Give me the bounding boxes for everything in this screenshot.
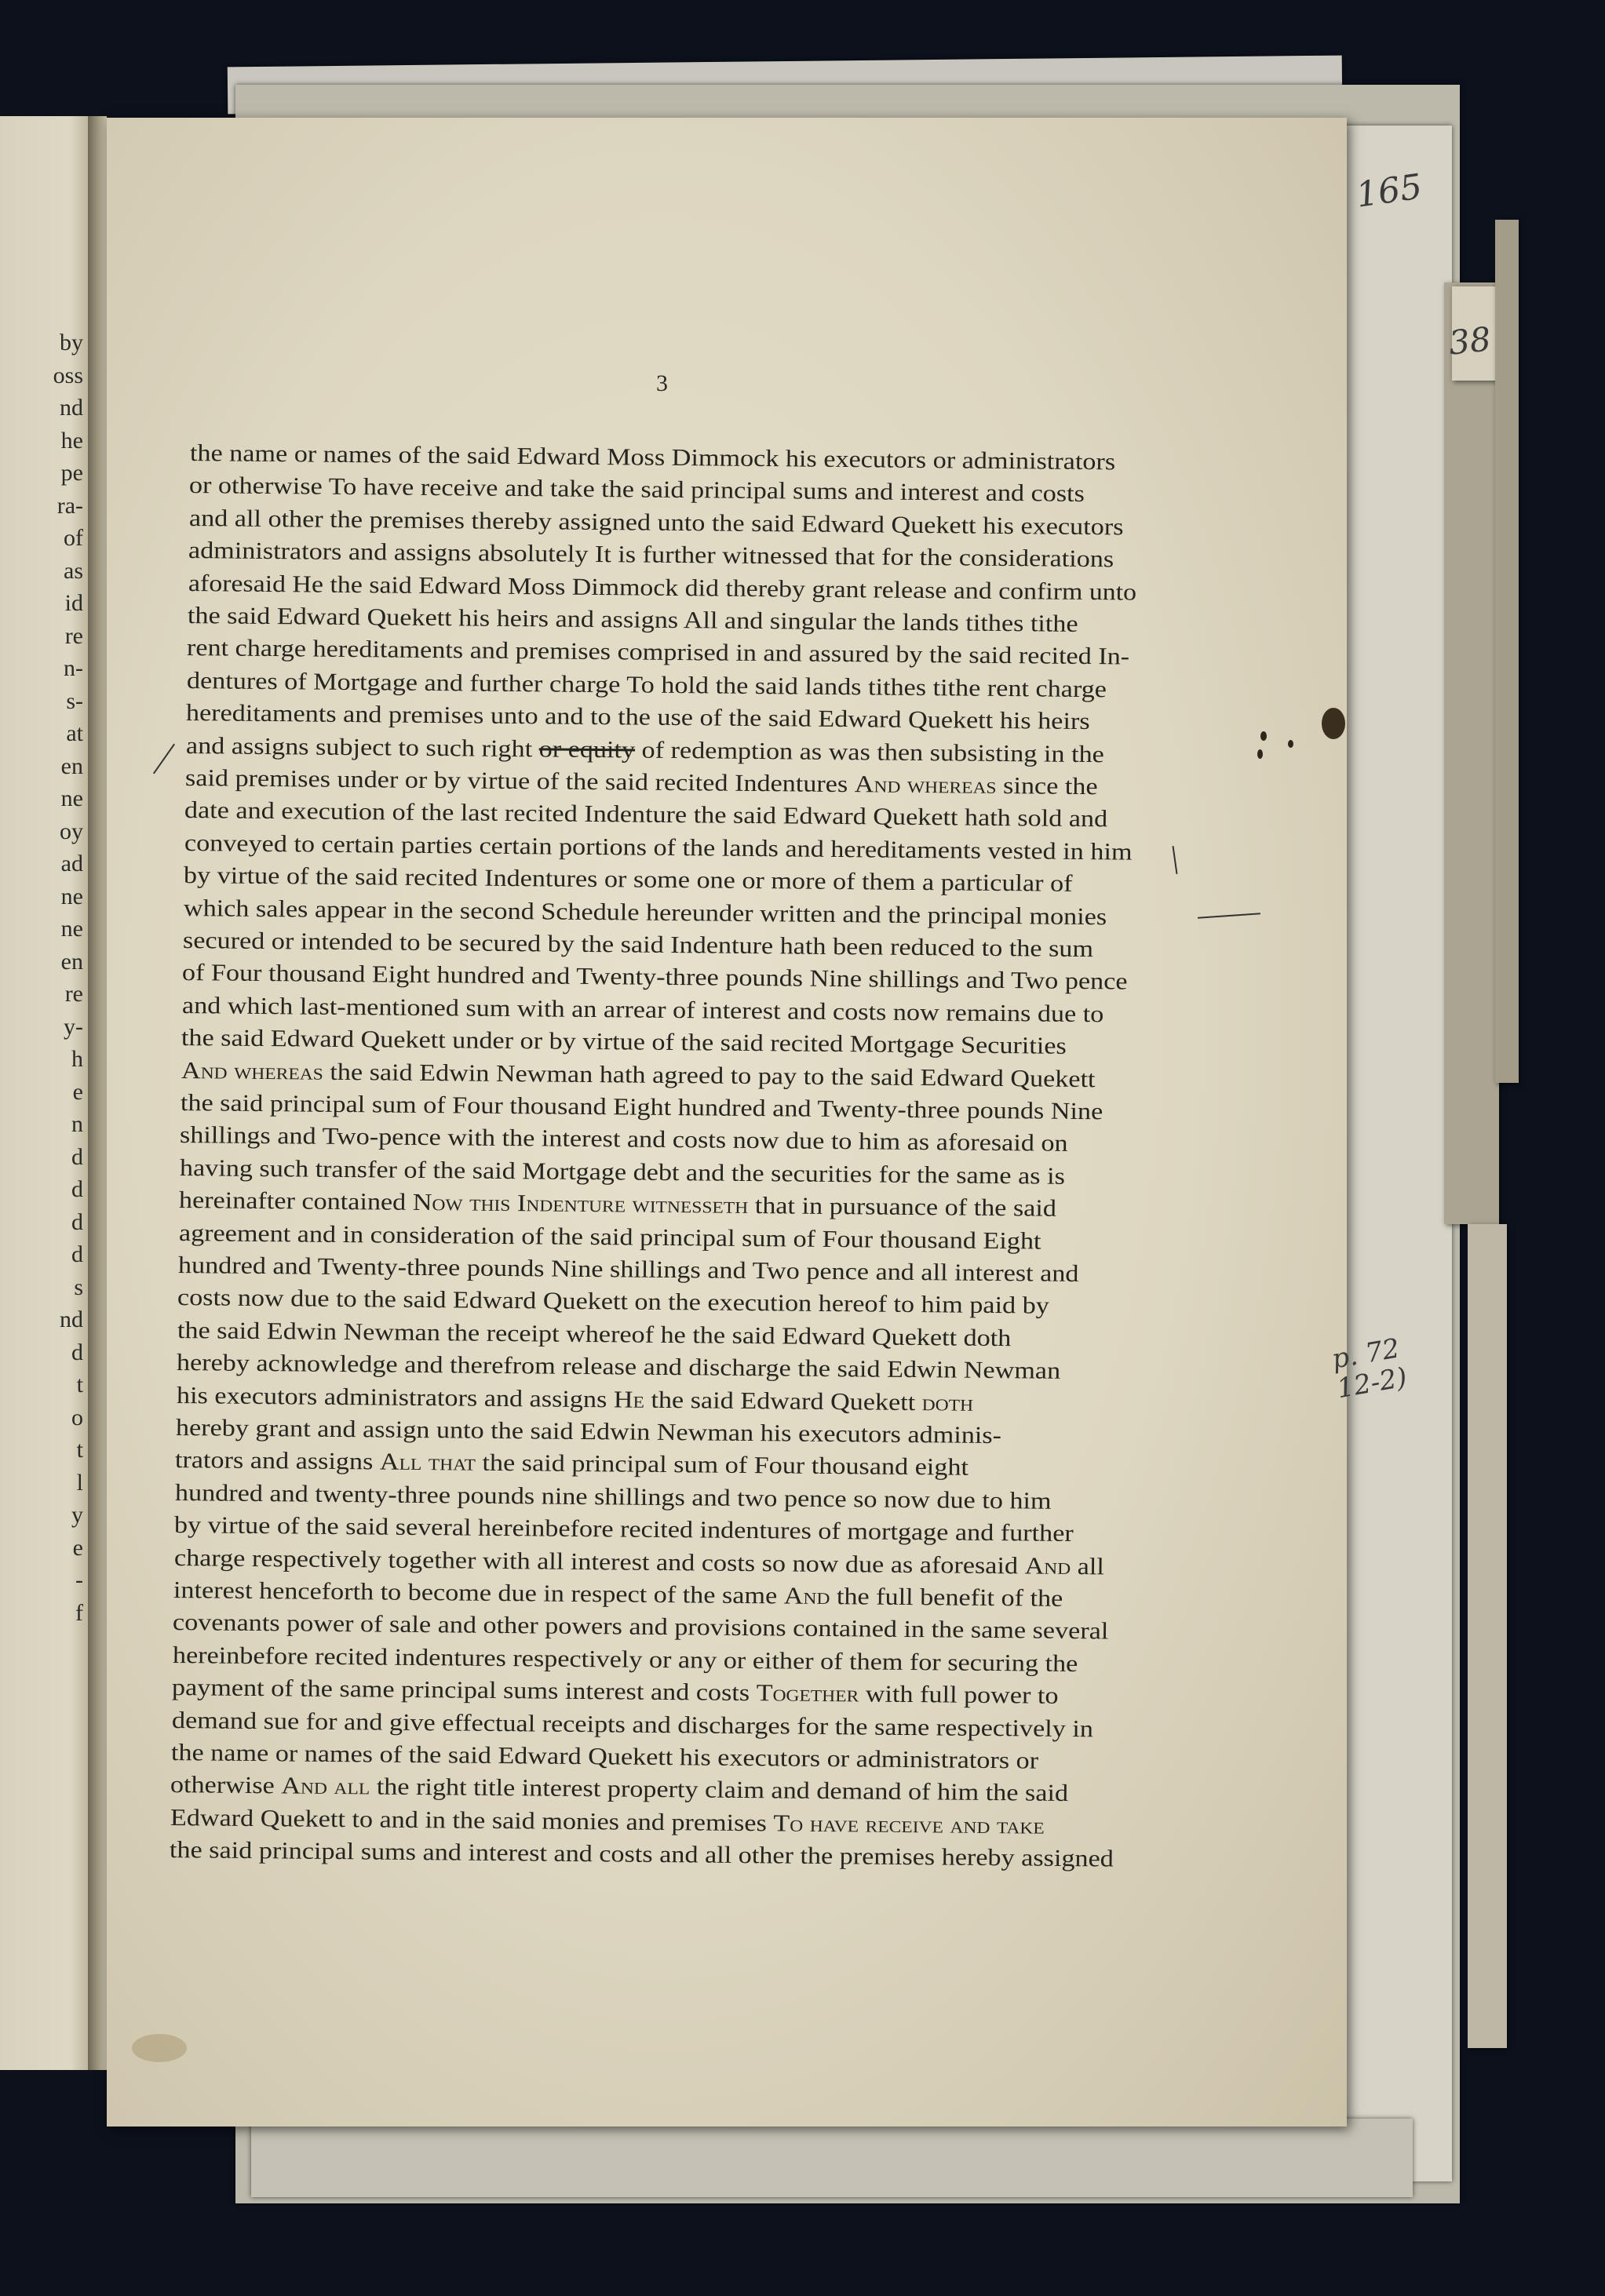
text-run: the right title interest property claim and demand of him the said [370, 1773, 1069, 1807]
left-page-fragment: at [66, 720, 83, 746]
left-page-fragment: s [74, 1274, 83, 1300]
text-line [176, 1382, 972, 1417]
handwritten-margin-note: p. 72 12-2) [1329, 1332, 1410, 1405]
text-line [173, 1609, 1109, 1645]
text-run: the name or names of the said Edward Quekett his executors or administrators or [170, 1739, 1039, 1774]
handwritten-folio-number: 165 [1353, 166, 1425, 216]
left-page-fragment: d [71, 1241, 83, 1267]
small-caps-phrase: And whereas [854, 771, 997, 799]
book-gutter [88, 116, 107, 2070]
left-page-fragment: t [76, 1437, 83, 1463]
text-line [188, 570, 1136, 607]
text-run: and assigns subject to such right [185, 731, 539, 762]
left-page-fragment: h [71, 1046, 83, 1072]
left-page-fragment: en [60, 948, 83, 975]
text-run: having such transfer of the said Mortgage debt and the securities for the same as is [179, 1153, 1065, 1190]
text-line [170, 1771, 1068, 1807]
side-tab-lower [1468, 1224, 1507, 2048]
small-caps-phrase: Together [756, 1679, 859, 1707]
text-line [170, 1804, 1045, 1840]
text-run: rent charge hereditaments and premises comprised in and assured by the said recited In- [187, 634, 1130, 670]
text-line [185, 732, 1103, 768]
small-caps-phrase: He [613, 1385, 644, 1413]
left-page-fragment: - [75, 1567, 83, 1593]
page-number: 3 [656, 370, 668, 396]
left-page-fragment: o [71, 1404, 83, 1430]
text-line [184, 829, 1133, 866]
handwritten-tab-number: 38 [1446, 319, 1493, 363]
text-run: shillings and Two-pence with the interest and costs now due to him as aforesaid on [180, 1121, 1069, 1157]
text-line [177, 1317, 1012, 1352]
left-page-fragment: n [71, 1111, 83, 1137]
left-page-fragment: l [76, 1469, 83, 1496]
left-facing-page [0, 116, 88, 2070]
text-line [180, 1121, 1068, 1157]
text-line [183, 927, 1093, 963]
text-run: by virtue of the said several hereinbefore recited indentures of mortgage and further [174, 1511, 1074, 1547]
text-line [185, 764, 1098, 800]
text-run: conveyed to certain parties certain portions of the lands and hereditaments vested in him [184, 829, 1133, 866]
text-run: the said principal sum of Four thousand eight [476, 1449, 969, 1481]
text-line [186, 699, 1090, 735]
text-run: aforesaid He the said Edward Moss Dimmock did thereby grant release and confirm unto [188, 569, 1136, 606]
stacked-document-bottom [251, 2119, 1413, 2197]
text-line [181, 1057, 1095, 1093]
text-line [173, 1576, 1063, 1613]
text-run: since the [996, 771, 1098, 800]
text-line [176, 1414, 1001, 1449]
text-line [184, 862, 1073, 898]
text-run: of Four thousand Eight hundred and Twenty-three pounds Nine shillings and Two pence [182, 959, 1129, 995]
ink-spot [1288, 740, 1293, 748]
text-line [177, 1284, 1049, 1320]
left-page-fragment: ad [60, 851, 83, 876]
left-page-fragment: as [64, 557, 83, 584]
text-run: hereinafter contained [179, 1186, 414, 1216]
text-line [187, 634, 1129, 671]
text-run: the full benefit of the [830, 1583, 1063, 1612]
left-page-fragment: ne [60, 883, 83, 909]
text-run: charge respectively together with all interest and costs so now due as aforesaid [173, 1543, 1025, 1579]
left-page-fragment: nd [60, 395, 83, 421]
text-run: hundred and twenty-three pounds nine shillings and two pence so now due to him [174, 1478, 1052, 1514]
small-caps-phrase: To [773, 1809, 804, 1837]
text-run: date and execution of the last recited Indenture the said Edward Quekett hath sold and [184, 796, 1108, 833]
text-run: covenants power of sale and other powers and provisions contained in the same several [173, 1609, 1109, 1645]
left-page-fragment: n- [64, 655, 83, 681]
text-run: the said Edwin Newman hath agreed to pay to the said Edward Quekett [323, 1058, 1096, 1092]
left-page-fragment: he [60, 427, 83, 454]
text-run [803, 1810, 810, 1837]
text-run: demand sue for and give effectual receipts and discharges for the same respectively in [171, 1706, 1093, 1742]
text-run: the said principal sum of Four thousand Eight hundred and Twenty-three pounds Nine [180, 1089, 1103, 1125]
text-run: the said Edward Quekett [644, 1386, 922, 1416]
text-run: hereby acknowledge and therefrom release and discharge the said Edwin Newman [177, 1349, 1061, 1384]
text-line [179, 1186, 1056, 1223]
text-run: the name or names of the said Edward Moss Dimmock his executors or administrators [189, 439, 1116, 476]
left-page-fragment: re [64, 981, 83, 1007]
small-caps-phrase: All that [380, 1448, 476, 1477]
text-run: secured or intended to be secured by the said Indenture hath been reduced to the sum [182, 927, 1094, 963]
left-page-fragment: oss [53, 362, 83, 388]
struck-text: or equity [538, 734, 635, 764]
text-run: or otherwise To have receive and take the said principal sums and interest and costs [189, 472, 1085, 508]
text-run: said premises under or by virtue of the said recited Indentures [184, 764, 855, 798]
text-run: administrators and assigns absolutely It is further witnessed that for the considerations [188, 537, 1114, 573]
text-run: with full power to [859, 1680, 1059, 1710]
text-run: hereditaments and premises unto and to the use of the said Edward Quekett his heirs [186, 699, 1090, 735]
left-page-fragment: d [71, 1143, 83, 1170]
small-caps-phrase: And whereas [181, 1056, 323, 1085]
document-page [107, 118, 1347, 2127]
left-page-fragment: by [60, 330, 83, 355]
small-caps-phrase: And [1023, 1551, 1071, 1580]
text-run: which sales appear in the second Schedule hereunder written and the principal monies [183, 894, 1107, 930]
text-run: the said Edward Quekett his heirs and assigns All and singular the lands tithes tithe [187, 602, 1078, 637]
text-line [178, 1252, 1079, 1288]
text-run: hereinbefore recited indentures respectively or any or either of them for securing the [172, 1641, 1078, 1677]
ink-spot [1260, 731, 1267, 741]
left-page-fragment: e [72, 1534, 83, 1561]
text-run: payment of the same principal sums interest and costs [172, 1674, 757, 1707]
left-page-fragment: s- [66, 687, 83, 714]
text-run: and which last-mentioned sum with an arrear of interest and costs now remains due to [181, 991, 1104, 1028]
left-page-fragment: of [64, 525, 83, 551]
small-caps-phrase: Now this Indenture witnesseth [412, 1189, 749, 1219]
text-line [187, 667, 1107, 703]
text-line [181, 1024, 1067, 1060]
text-run: the said Edward Quekett under or by virtue of the said recited Mortgage Securities [181, 1024, 1067, 1060]
text-line [171, 1707, 1092, 1743]
side-tab-upper [1444, 282, 1499, 1224]
stacked-document-right [1334, 126, 1452, 2181]
text-run: the said Edwin Newman the receipt whereof he the said Edward Quekett doth [177, 1316, 1012, 1351]
left-page-fragment: pe [60, 460, 83, 486]
left-page-fragment: ne [60, 916, 83, 942]
text-line [170, 1836, 1114, 1873]
small-caps-phrase: And [783, 1582, 830, 1610]
text-run: by virtue of the said recited Indentures or some one or more of them a particular of [184, 862, 1073, 898]
paper-stain [132, 2034, 187, 2062]
text-line [182, 992, 1104, 1028]
text-line [184, 796, 1107, 833]
left-page-fragment: re [64, 622, 83, 649]
text-line [174, 1511, 1074, 1547]
text-line [178, 1219, 1041, 1256]
left-page-fragment: nd [60, 1307, 83, 1332]
left-page-fragment: id [64, 590, 83, 616]
left-page-fragment: d [71, 1339, 83, 1365]
text-run: his executors administrators and assigns [176, 1381, 614, 1412]
text-line [188, 602, 1078, 638]
text-run: and all other the premises thereby assigned unto the said Edward Quekett his executors [188, 504, 1124, 541]
small-caps-phrase: doth [921, 1388, 973, 1416]
text-run: otherwise [170, 1771, 282, 1799]
text-line [172, 1674, 1059, 1710]
text-line [177, 1349, 1060, 1385]
left-page-fragment: y [71, 1502, 83, 1528]
left-page-fragment: y- [64, 1013, 83, 1040]
text-run: interest henceforth to become due in respect of the same [173, 1576, 784, 1609]
left-page-fragment: f [75, 1599, 83, 1626]
text-line [190, 439, 1116, 476]
left-page-fragment: ne [60, 785, 83, 811]
left-page-fragment: ra- [57, 492, 83, 519]
left-page-fragment: oy [60, 818, 83, 844]
text-run: trators and assigns [175, 1446, 381, 1475]
small-caps-phrase: have receive and take [809, 1809, 1045, 1839]
text-line [175, 1479, 1052, 1515]
text-line [175, 1446, 968, 1481]
text-line [173, 1642, 1078, 1678]
text-line [188, 537, 1114, 573]
text-line [180, 1154, 1065, 1190]
text-run: agreement and in consideration of the said principal sum of Four thousand Eight [178, 1219, 1041, 1255]
text-line [189, 472, 1085, 508]
text-line [173, 1544, 1103, 1580]
left-page-fragment: en [60, 753, 83, 779]
indenture-body-text [107, 118, 1347, 2127]
ink-spot [1257, 749, 1263, 759]
side-tab-strip [1495, 220, 1519, 1083]
text-line [181, 1089, 1103, 1125]
text-run: the said principal sums and interest and costs and all other the premises hereby assigned [170, 1836, 1114, 1872]
text-line [182, 959, 1128, 996]
left-page-fragment: d [71, 1208, 83, 1235]
ink-stain [1322, 708, 1345, 739]
text-run: hundred and Twenty-three pounds Nine shillings and Two pence and all interest and [177, 1252, 1079, 1288]
text-line [183, 895, 1107, 931]
text-run: dentures of Mortgage and further charge To hold the said lands tithes tithe rent charge [186, 666, 1107, 703]
text-line [189, 505, 1124, 541]
text-run: all [1070, 1552, 1104, 1580]
left-page-fragment: e [72, 1078, 83, 1105]
text-run: hereby grant and assign unto the said Edwin Newman his executors adminis- [175, 1414, 1002, 1449]
text-line [171, 1739, 1038, 1775]
left-page-fragment: d [71, 1176, 83, 1202]
text-run: of redemption as was then subsisting in the [634, 736, 1104, 767]
small-caps-phrase: And all [281, 1772, 370, 1800]
text-run: costs now due to the said Edward Quekett on the execution hereof to him paid by [177, 1284, 1050, 1320]
text-run: Edward Quekett to and in the said monies and premises [170, 1803, 774, 1837]
left-page-fragment: t [76, 1372, 83, 1398]
text-run: that in pursuance of the said [748, 1192, 1057, 1222]
